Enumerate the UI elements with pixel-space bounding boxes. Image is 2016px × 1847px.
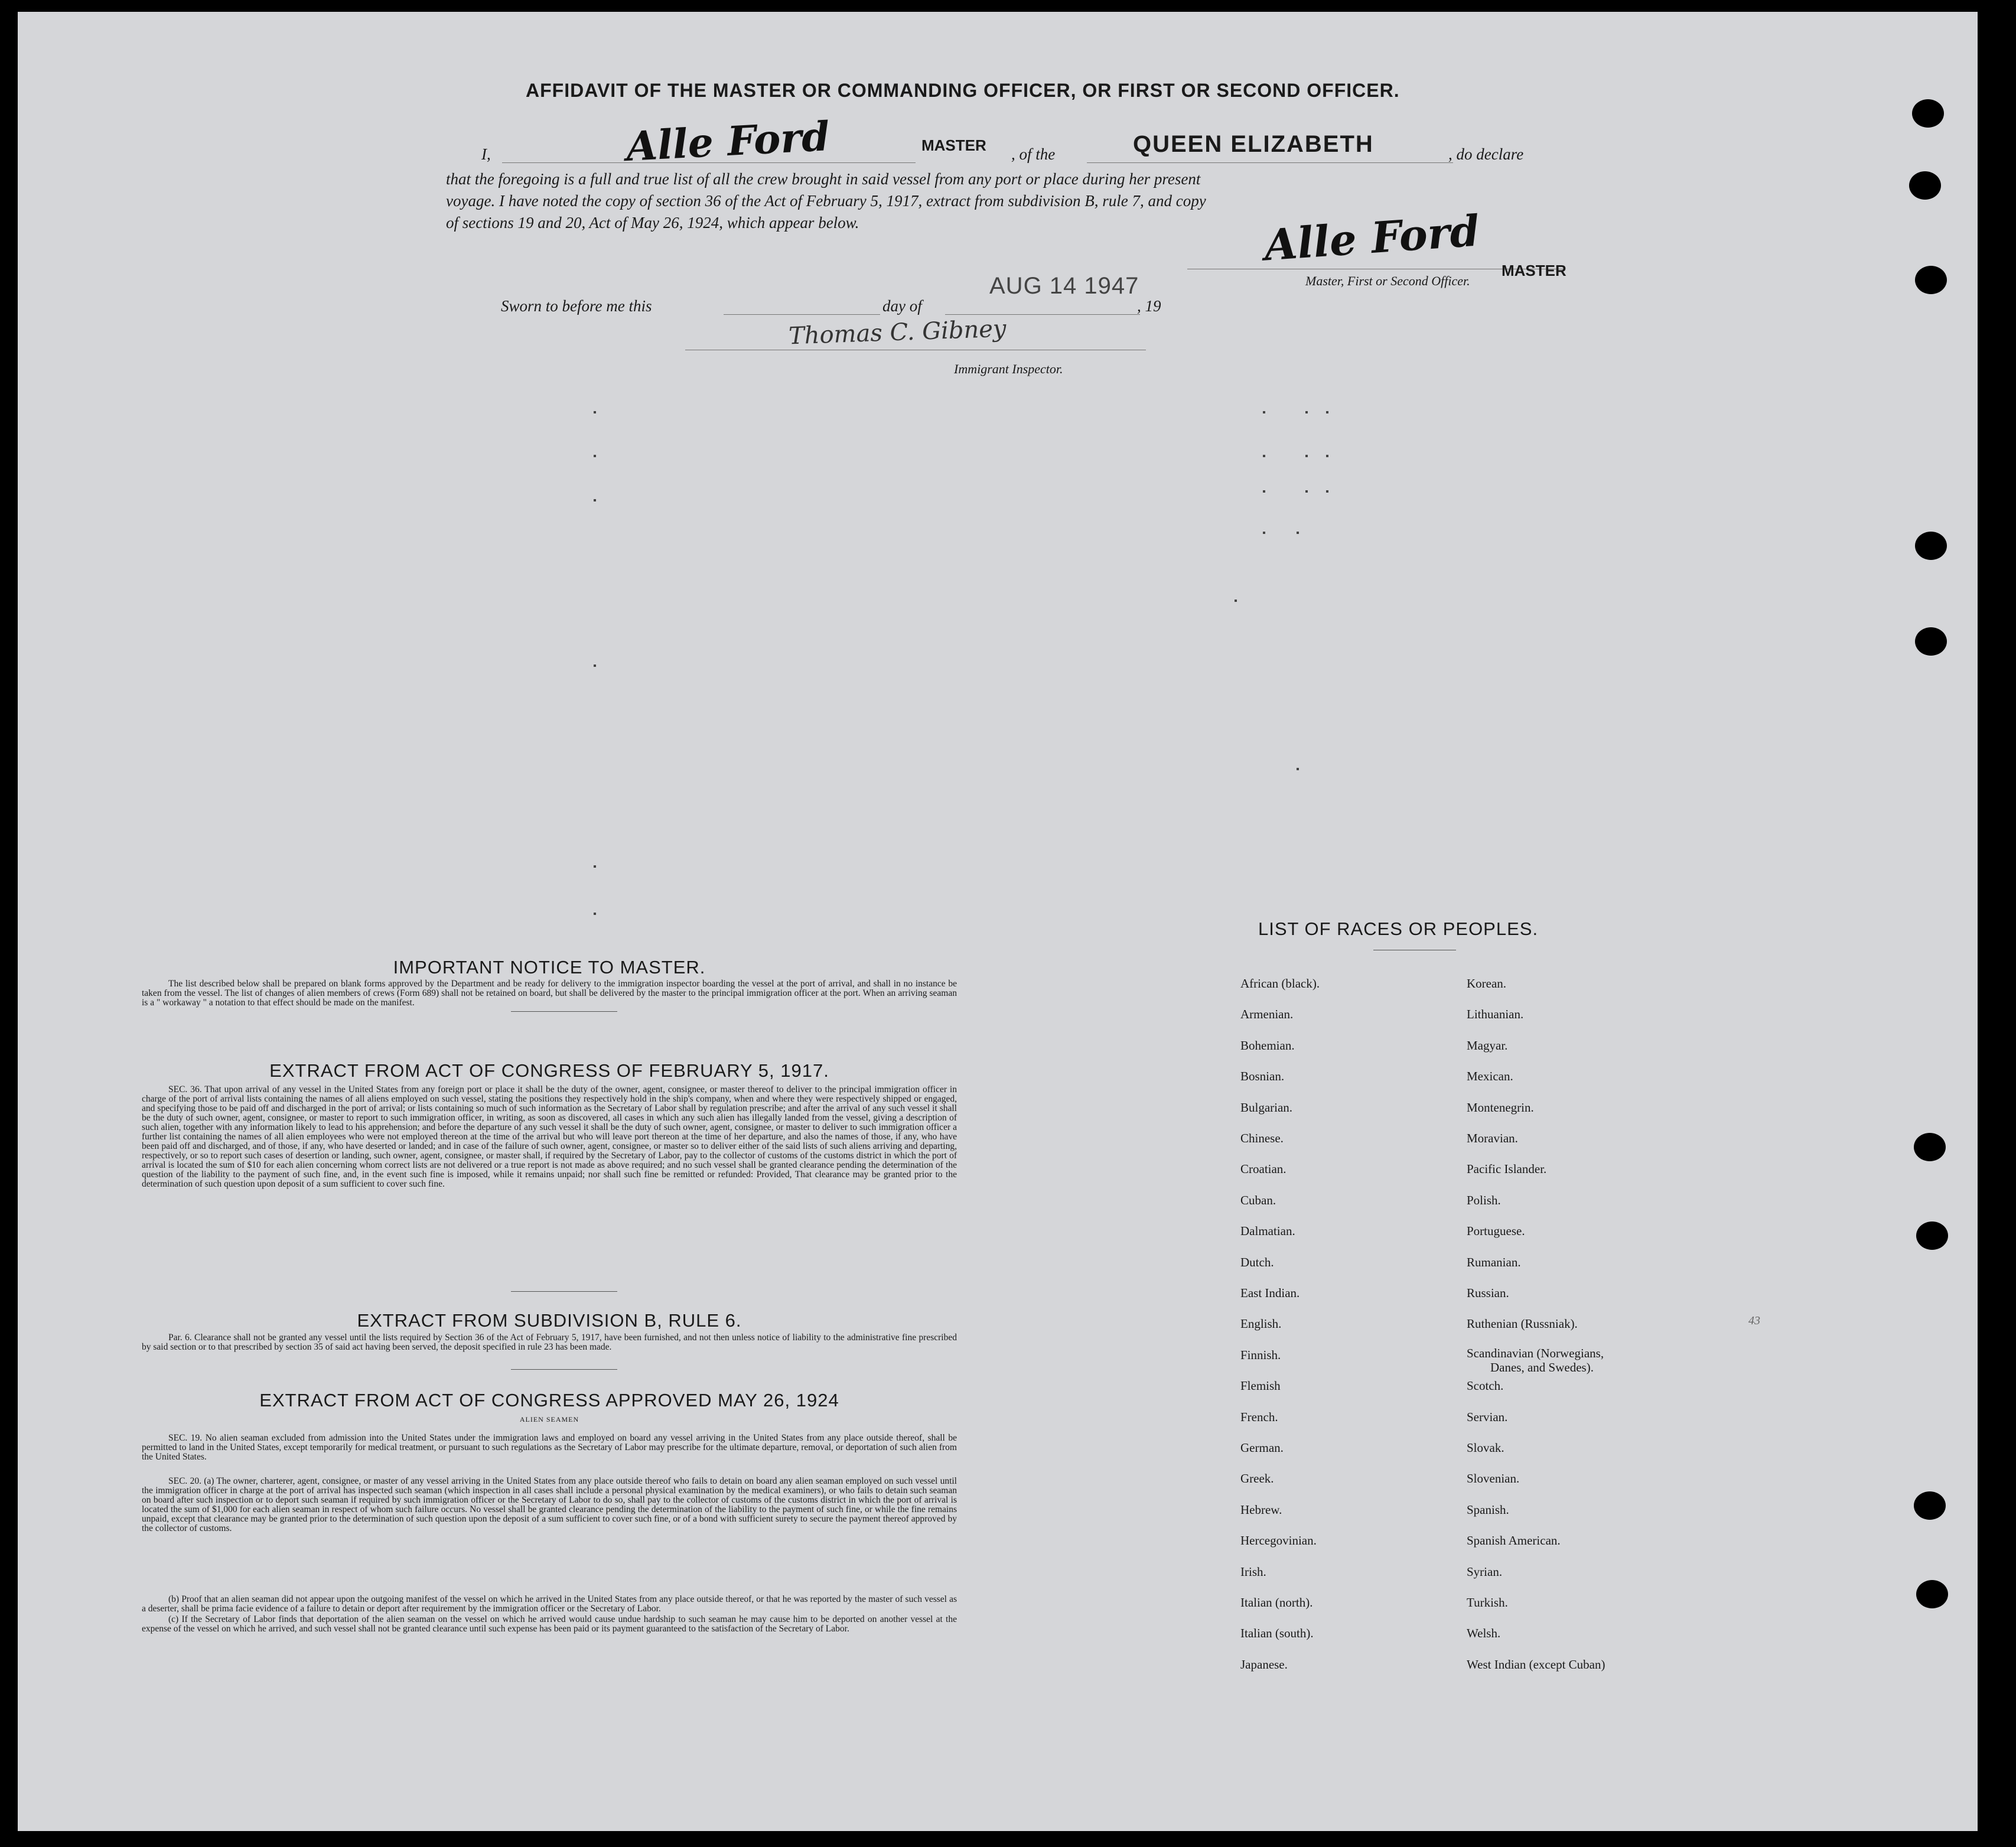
extract-1924-title: EXTRACT FROM ACT OF CONGRESS APPROVED MAY 26, 1924	[259, 1390, 839, 1411]
declaration-line-2: that the foregoing is a full and true list of all the crew brought in said vessel from any port or place during her present	[446, 170, 1201, 188]
race-item-continuation: Danes, and Swedes).	[1490, 1360, 1594, 1374]
race-item: Dutch.	[1240, 1255, 1274, 1269]
race-item: African (black).	[1240, 976, 1320, 991]
race-item: Korean.	[1467, 976, 1507, 991]
sworn-label: Sworn to before me this	[501, 297, 652, 315]
race-item: Slovenian.	[1467, 1471, 1520, 1486]
master-stamp: MASTER	[921, 136, 986, 154]
speck	[1305, 490, 1308, 493]
punch-hole	[1914, 1491, 1946, 1520]
year-label: , 19	[1137, 297, 1161, 315]
of-the-label: , of the	[1011, 145, 1056, 163]
speck	[594, 913, 596, 915]
speck	[1326, 411, 1328, 413]
officer-master-stamp: MASTER	[1502, 262, 1566, 279]
race-item: Lithuanian.	[1467, 1007, 1524, 1022]
speck	[594, 865, 596, 868]
do-declare-label: , do declare	[1448, 145, 1524, 163]
race-item: West Indian (except Cuban)	[1467, 1657, 1605, 1672]
speck	[594, 455, 596, 457]
race-item: Ruthenian (Russniak).	[1467, 1317, 1578, 1331]
speck	[594, 499, 596, 501]
punch-hole	[1916, 1580, 1948, 1608]
punch-hole	[1914, 1133, 1946, 1161]
race-item: Cuban.	[1240, 1193, 1276, 1207]
extract-1917-title: EXTRACT FROM ACT OF CONGRESS OF FEBRUARY 5, 1917.	[269, 1060, 829, 1081]
race-item: Montenegrin.	[1467, 1100, 1534, 1115]
race-item: German.	[1240, 1441, 1284, 1455]
race-item: Scotch.	[1467, 1379, 1504, 1393]
notice-title: IMPORTANT NOTICE TO MASTER.	[393, 957, 706, 978]
extract-1917-body: SEC. 36. That upon arrival of any vessel in the United States from any foreign port or place it shall be the duty of the owner, agent, consignee, or master thereof to deliver to the principal immigration officer in charge of the port of arrival lists containing the names of all aliens employed on such vessel, stating the positions they respectively hold in the ship's company, when and where they were respectively shipped or engaged, and specifying those to be paid off and discharged in the port of arrival; or lists containing so much of such information as the Secretary of Labor shall by regulation prescribe; and after the arrival of any such vessel it shall be the duty of such owner, agent, consignee, or master to report to such immigration officer, in writing, as soon as discovered, all cases in which any such alien has illegally landed from the vessel, giving a description of such alien, together with any information likely to lead to his apprehension; and before the departure of any such vessel it shall be the duty of such owner, agent, consignee, or master to deliver to such immigration officer a further list containing the names of all alien employees who were not employed thereon at the time of the arrival but who will leave port thereon at the time of her departure, and also the names of those, if any, who have been paid off and discharged, and of those, if any, who have deserted or landed; and in case of the failure of such owner, agent, consignee, or master so to deliver either of the said lists of such aliens arriving and departing, respectively, or so to report such cases of desertion or landing, such owner, agent, consignee, or master shall, if required by the Secretary of Labor, pay to the collector of customs of the customs district in which the port of arrival is located the sum of $10 for each alien concerning whom correct lists are not delivered or a true report is not made as above required; and no such vessel shall be granted clearance pending the determination of the question of the liability to the payment of such fine, and, in the event such fine is imposed, while it remains unpaid; nor shall such fine be remitted or refunded: Provided, That clearance may be granted prior to the determination of such question upon deposit of a sum sufficient to cover such fine.	[142, 1084, 957, 1189]
race-item: English.	[1240, 1317, 1282, 1331]
race-item: Rumanian.	[1467, 1255, 1521, 1269]
extract-rule6-body: Par. 6. Clearance shall not be granted any vessel until the lists required by Section 36 of the Act of February 5, 1917, have been furnished, and not then unless notice of liability to the administrative fine prescribed by said section or to that prescribed by section 35 of said act having been served, the deposit specified in rule 23 has been made.	[142, 1333, 957, 1352]
race-item: Scandinavian (Norwegians,	[1467, 1346, 1604, 1360]
notice-body: The list described below shall be prepared on blank forms approved by the Department and be ready for delivery to the immigration inspector boarding the vessel at the port of arrival, and shall in no instance be taken from the vessel. The list of changes of alien members of crews (Form 689) shall not be retained on board, but shall be delivered by the master to the principal immigration officer at the port. When an arriving seaman is a " workaway " a notation to that effect should be made on the manifest.	[142, 979, 957, 1008]
speck	[1263, 411, 1265, 413]
race-item: Spanish American.	[1467, 1533, 1561, 1548]
date-stamp: AUG 14 1947	[989, 273, 1139, 299]
inspector-signature: Thomas C. Gibney	[788, 315, 1007, 350]
punch-hole	[1915, 532, 1947, 560]
speck	[1297, 532, 1299, 534]
race-item: Italian (south).	[1240, 1626, 1314, 1641]
speck	[1326, 490, 1328, 493]
punch-hole	[1915, 627, 1947, 656]
speck	[1326, 455, 1328, 457]
speck	[1305, 411, 1308, 413]
officer-caption: Master, First or Second Officer.	[1305, 273, 1470, 288]
race-item: Moravian.	[1467, 1131, 1518, 1145]
extract-1924-sec19: SEC. 19. No alien seaman excluded from admission into the United States under the immigration laws and employed on board any vessel arriving in the United States from any place outside thereof, shall be permitted to land in the United States, except temporarily for medical treatment, or pursuant to such regulations as the Secretary of Labor may prescribe for the ultimate departure, removal, or deportation of such alien from the United States.	[142, 1433, 957, 1462]
sworn-month-line	[945, 314, 1140, 315]
race-item: Flemish	[1240, 1379, 1281, 1393]
master-signature: Alle Ford	[625, 113, 831, 171]
affidavit-i-label: I,	[481, 145, 491, 163]
race-item: Chinese.	[1240, 1131, 1284, 1145]
race-item: Dalmatian.	[1240, 1224, 1295, 1239]
race-item: Slovak.	[1467, 1441, 1504, 1455]
divider	[511, 1369, 617, 1370]
extract-1924-sec20b: (b) Proof that an alien seaman did not appear upon the outgoing manifest of the vessel on which he arrived in the United States from any place outside thereof, or that he was reported by the master of such vessel as a deserter, shall be prima facie evidence of a failure to detain or deport after requirement by the immigration officer or the Secretary of Labor.	[142, 1594, 957, 1614]
day-of-label: day of	[882, 297, 922, 315]
race-item: East Indian.	[1240, 1286, 1300, 1300]
margin-handwritten-mark: 43	[1748, 1314, 1760, 1327]
speck	[1297, 768, 1299, 770]
race-item: Spanish.	[1467, 1502, 1509, 1517]
speck	[1305, 455, 1308, 457]
race-item: Irish.	[1240, 1564, 1266, 1579]
declaration-line-3: voyage. I have noted the copy of section 36 of the Act of February 5, 1917, extract from subdivision B, rule 7, and copy	[446, 192, 1206, 210]
race-item: French.	[1240, 1409, 1278, 1424]
race-item: Armenian.	[1240, 1007, 1294, 1022]
punch-hole	[1916, 1221, 1948, 1250]
race-item: Italian (north).	[1240, 1595, 1313, 1610]
race-item: Welsh.	[1467, 1626, 1501, 1641]
races-title: LIST OF RACES OR PEOPLES.	[1258, 918, 1539, 939]
race-item: Bulgarian.	[1240, 1100, 1293, 1115]
affidavit-title: AFFIDAVIT OF THE MASTER OR COMMANDING OFFICER, OR FIRST OR SECOND OFFICER.	[526, 80, 1400, 101]
punch-hole	[1915, 266, 1947, 294]
extract-1924-subtitle: ALIEN SEAMEN	[519, 1415, 579, 1423]
race-item: Greek.	[1240, 1471, 1274, 1486]
race-item: Bosnian.	[1240, 1069, 1285, 1084]
race-item: Croatian.	[1240, 1162, 1287, 1177]
officer-signature: Alle Ford	[1262, 205, 1481, 271]
divider	[511, 1011, 617, 1012]
inspector-caption: Immigrant Inspector.	[954, 361, 1063, 376]
divider	[511, 1291, 617, 1292]
extract-1924-sec20a: SEC. 20. (a) The owner, charterer, agent, consignee, or master of any vessel arriving in the United States from any place outside thereof who fails to detain on board any alien seaman employed on such vessel until the immigration officer in charge at the port of arrival has inspected such seaman (which inspection in all cases shall include a personal physical examination by the medical examiners), or who fails to detain such seaman on board after such inspection or to deport such seaman if required by such immigration officer or the Secretary of Labor to do so, shall pay to the collector of customs of the customs district in which the port of arrival is located the sum of $1,000 for each alien seaman in respect of whom such failure occurs. No vessel shall be granted clearance pending the determination of the liability to the payment of such fine, or while the fine remains unpaid, except that clearance may be granted prior to the determination of such question upon the deposit of a sum sufficient to cover such fine, or of a bond with sufficient surety to secure the payment thereof approved by the collector of customs.	[142, 1476, 957, 1533]
race-item: Portuguese.	[1467, 1224, 1525, 1239]
sworn-day-line	[724, 314, 880, 315]
speck	[1235, 600, 1237, 602]
race-item: Magyar.	[1467, 1038, 1508, 1053]
race-item: Japanese.	[1240, 1657, 1288, 1672]
speck	[1263, 455, 1265, 457]
race-item: Turkish.	[1467, 1595, 1508, 1610]
speck	[594, 664, 596, 667]
race-item: Hebrew.	[1240, 1502, 1282, 1517]
speck	[1263, 490, 1265, 493]
ship-fill-line	[1087, 162, 1453, 163]
punch-hole	[1912, 99, 1944, 128]
race-item: Russian.	[1467, 1286, 1509, 1300]
ship-name: QUEEN ELIZABETH	[1133, 131, 1374, 157]
race-item: Polish.	[1467, 1193, 1501, 1207]
extract-1924-sec20c: (c) If the Secretary of Labor finds that deportation of the alien seaman on the vessel on which he arrived would cause undue hardship to such seaman he may cause him to be deported on another vessel at the expense of the vessel on which he arrived, and such vessel shall not be granted clearance until such expense has been paid or its payment guaranteed to the satisfaction of the Secretary of Labor.	[142, 1614, 957, 1634]
race-item: Finnish.	[1240, 1347, 1281, 1362]
race-item: Bohemian.	[1240, 1038, 1295, 1053]
speck	[594, 411, 596, 413]
race-item: Mexican.	[1467, 1069, 1513, 1084]
race-item: Syrian.	[1467, 1564, 1503, 1579]
race-item: Servian.	[1467, 1409, 1508, 1424]
declaration-line-4: of sections 19 and 20, Act of May 26, 1924, which appear below.	[446, 214, 859, 232]
race-item: Pacific Islander.	[1467, 1162, 1547, 1177]
extract-rule6-title: EXTRACT FROM SUBDIVISION B, RULE 6.	[357, 1310, 742, 1331]
speck	[1263, 532, 1265, 534]
race-item: Hercegovinian.	[1240, 1533, 1317, 1548]
punch-hole	[1909, 171, 1941, 200]
